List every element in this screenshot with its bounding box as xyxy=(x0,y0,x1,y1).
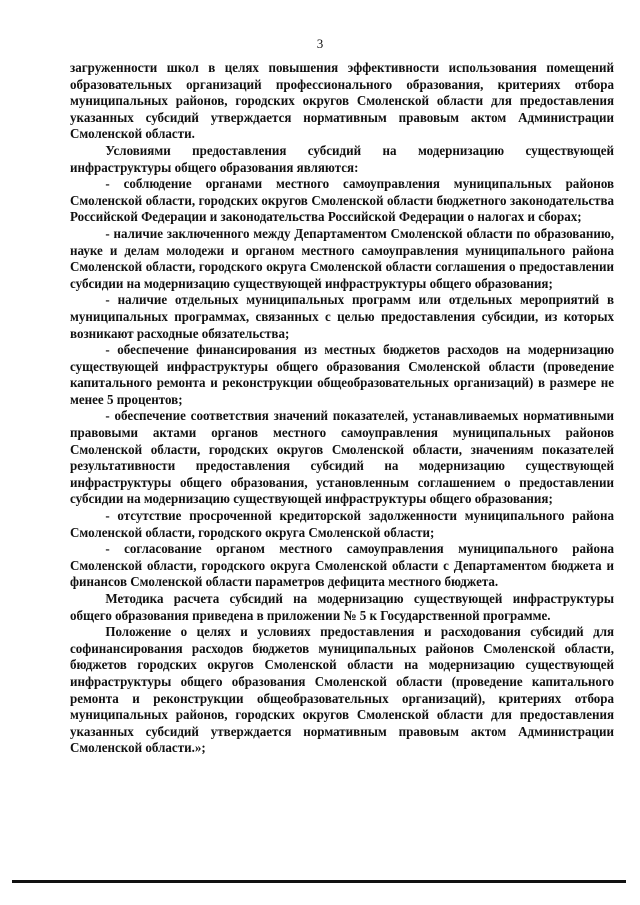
paragraph-condition-cofinancing: - обеспечение финансирования из местных бюджетов расходов на модернизацию существующей инфраструктуры общего образования Смоленской области (проведение капитального ремонта и реконструкции общеобразовательных организаций) в размере не менее 5 процентов; xyxy=(70,343,615,408)
paragraph-continuation: загруженности школ в целях повышения эффективности использования помещений образовательных организаций профессионального образования, критериях отбора муниципальных районов, городских округов Смоленской области для предоставления указанных субсидий утверждается нормативным правовым актом Администрации Смоленской области. xyxy=(70,61,615,143)
document-body xyxy=(70,61,614,758)
paragraph-methodology: Методика расчета субсидий на модернизацию существующей инфраструктуры общего образования приведена в приложении № 5 к Государственной программе. xyxy=(70,592,615,624)
bottom-divider xyxy=(12,880,626,883)
paragraph-condition-agreement: - наличие заключенного между Департаментом Смоленской области по образованию, науке и делам молодежи и органом местного самоуправления муниципального района Смоленской области, городского округа Смоленской области соглашения о предоставлении субсидии на модернизацию существующей инфраструктуры общего образования; xyxy=(70,226,615,292)
paragraph-condition-indicators: - обеспечение соответствия значений показателей, устанавливаемых нормативными правовыми актами органов местного самоуправления муниципальных районов Смоленской области, городских округов Смоленской области, значениям показателей результативности предоставления субсидий на модернизацию существующей инфраструктуры общего образования, установленным соглашением о предоставлении субсидии на модернизацию существующей инфраструктуры общего образования; xyxy=(70,409,615,508)
paragraph-condition-no-debt: - отсутствие просроченной кредиторской задолженности муниципального района Смоленской области, городского округа Смоленской области; xyxy=(70,509,615,541)
paragraph-condition-programs: - наличие отдельных муниципальных программ или отдельных мероприятий в муниципальных программах, связанных с целью предоставления субсидии, из которых возникают расходные обязательства; xyxy=(70,293,615,342)
paragraph-conditions-intro: Условиями предоставления субсидий на модернизацию существующей инфраструктуры общего образования являются: xyxy=(70,143,615,176)
paragraph-condition-deficit: - согласование органом местного самоуправления муниципального района Смоленской области, городского округа Смоленской области с Департаментом бюджета и финансов Смоленской области параметров дефицита местного бюджета. xyxy=(70,542,615,591)
paragraph-condition-budget-law: - соблюдение органами местного самоуправления муниципальных районов Смоленской области, городских округов Смоленской области бюджетного законодательства Российской Федерации и законодательства Российской Федерации о налогах и сборах; xyxy=(70,177,615,226)
paragraph-regulation: Положение о целях и условиях предоставления и расходования субсидий для софинансирования расходов бюджетов муниципальных районов Смоленской области, бюджетов городских округов Смоленской области на модернизацию существующей инфраструктуры общего образования Смоленской области (проведение капитального ремонта и реконструкции общеобразовательных организаций), критериях отбора муниципальных районов, городских округов Смоленской области для предоставления указанных субсидий утверждается нормативным правовым актом Администрации Смоленской области.»; xyxy=(70,625,615,757)
page-number: 3 xyxy=(316,36,324,51)
